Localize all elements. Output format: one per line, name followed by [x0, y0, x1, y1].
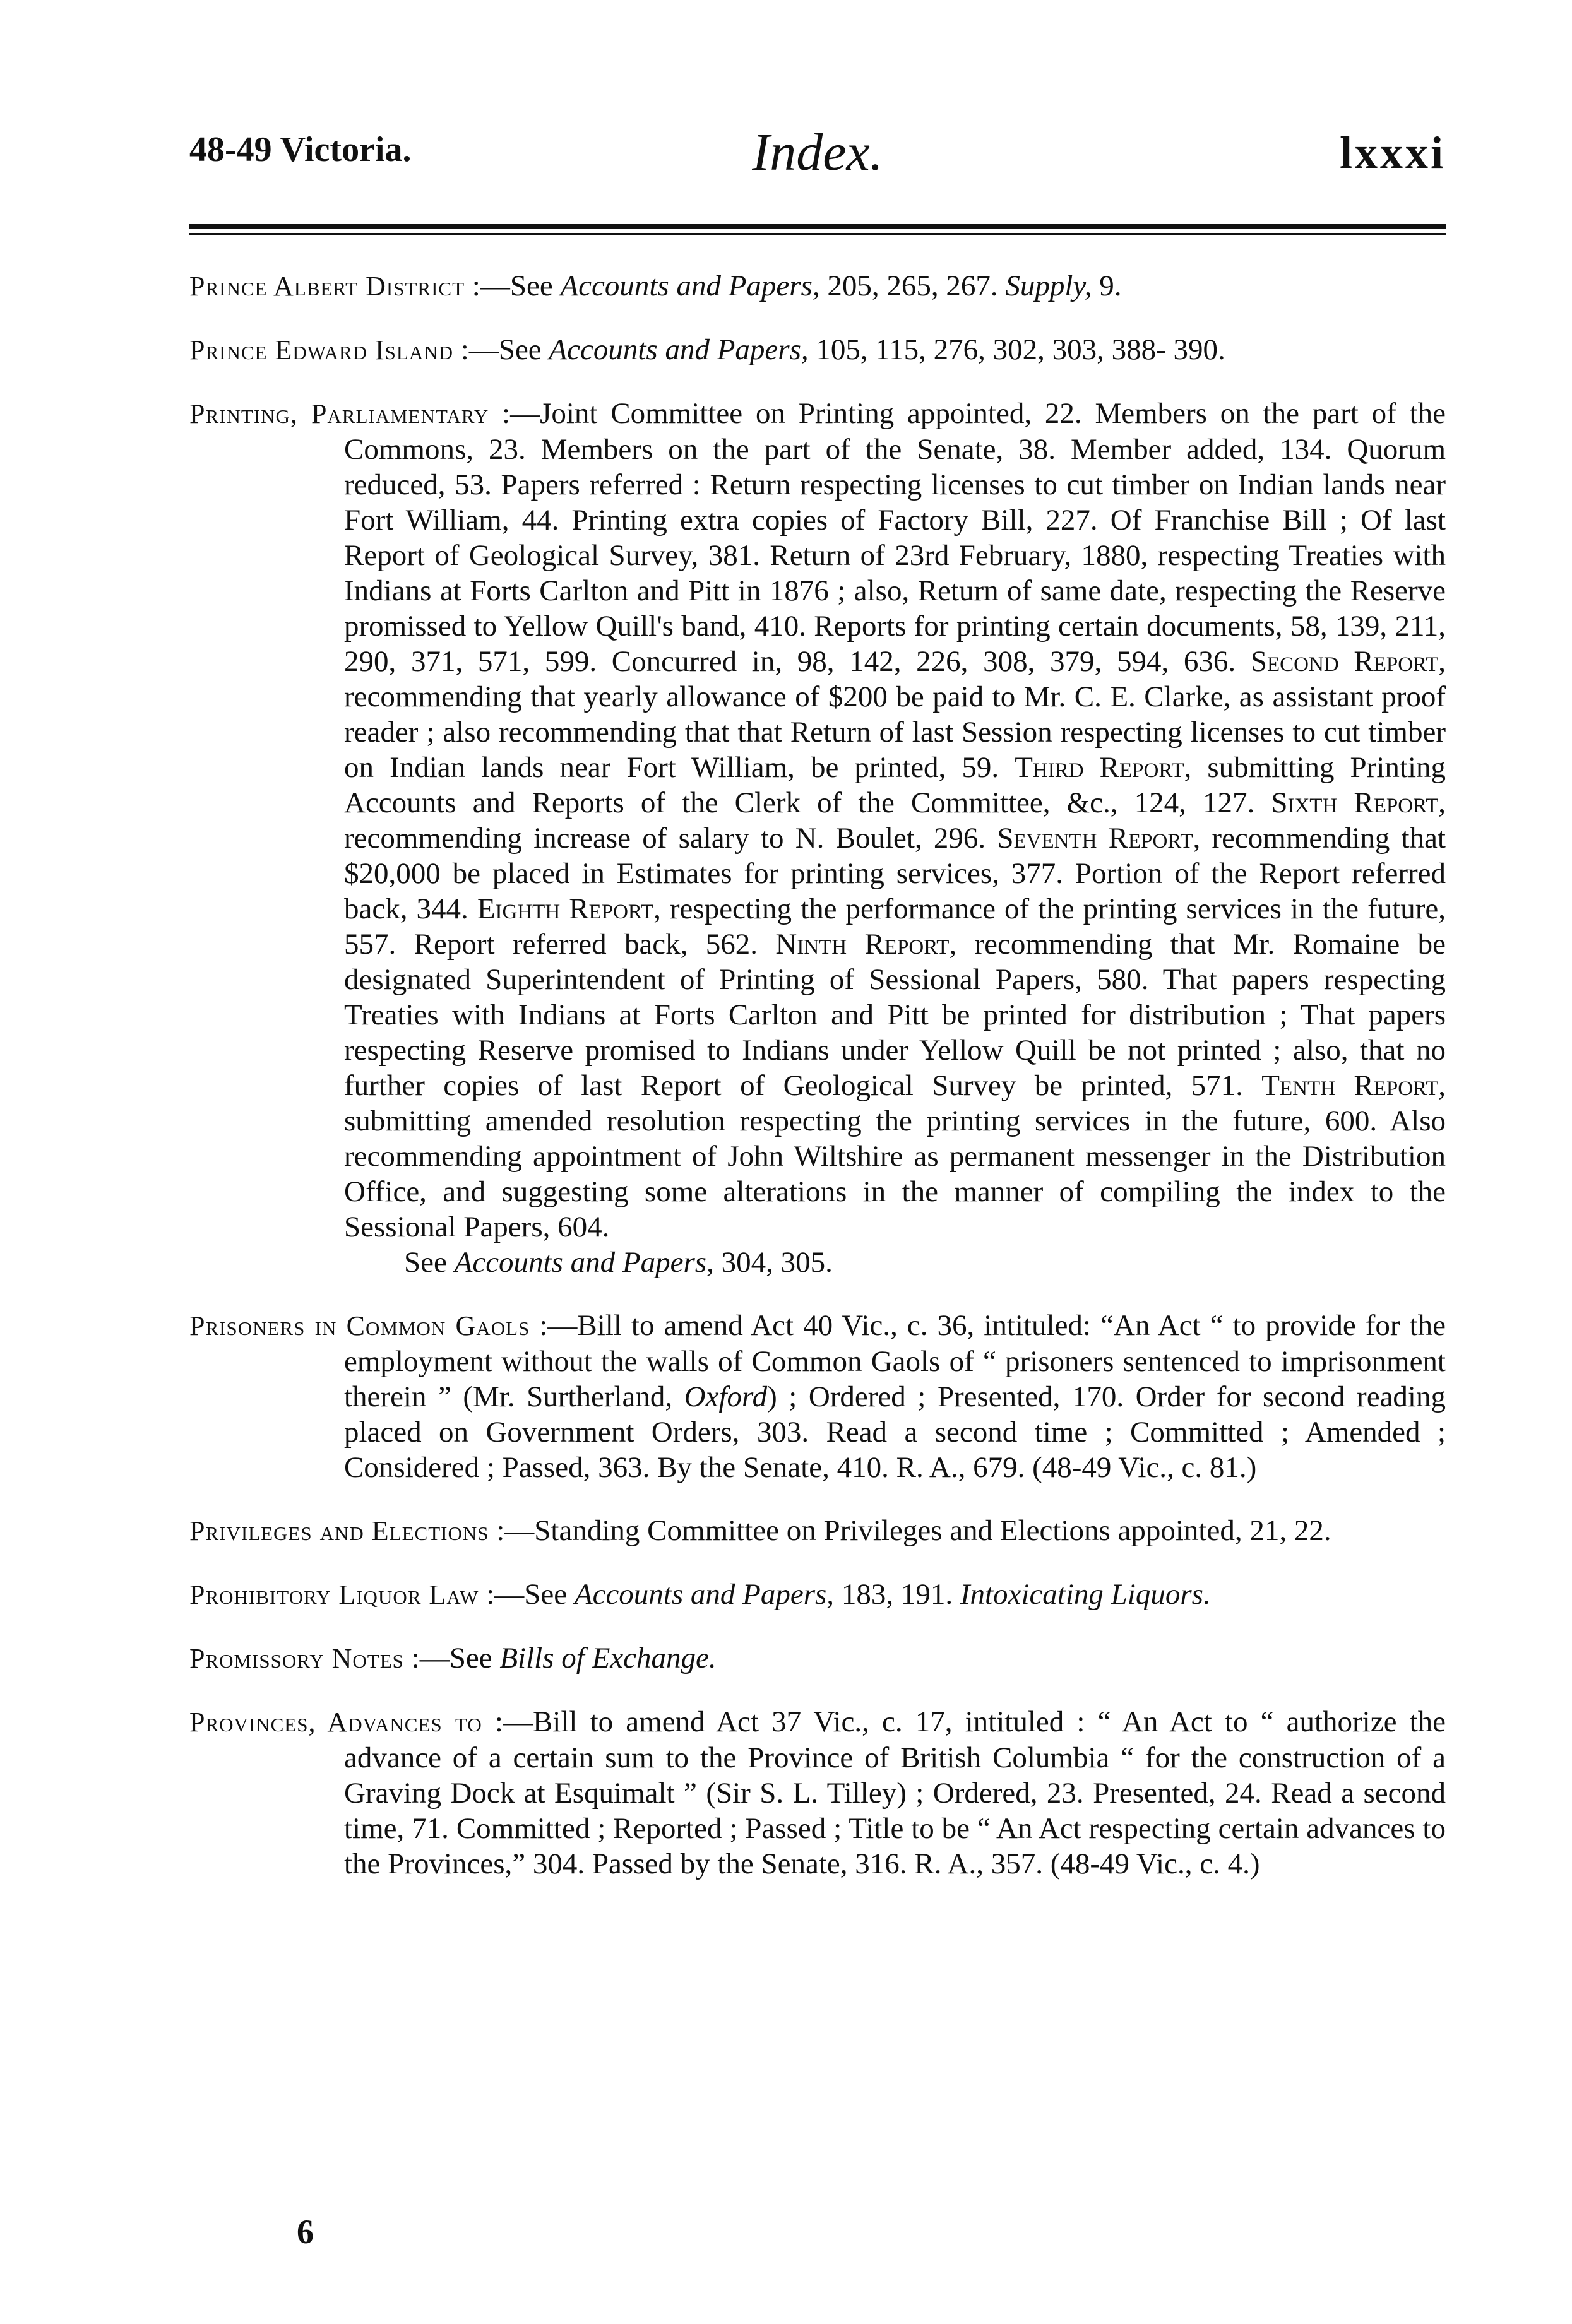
report-label: Tenth Report, — [1261, 1069, 1446, 1102]
entry-heading: Prisoners in Common Gaols — [189, 1310, 530, 1341]
entry-text: recommending that $20,000 be placed in Estimates for printing services, 377. Portion of the Report referred back, 344. — [344, 822, 1446, 925]
entry-heading: Prince Albert District — [189, 271, 465, 302]
report-label: Sixth Report, — [1271, 786, 1446, 819]
signature-mark: 6 — [297, 2213, 314, 2251]
header-session: 48-49 Victoria. — [189, 130, 412, 169]
entry-text: ) ; Ordered ; Presented, 170. Order for second reading placed on Government Orders, 303. Read a second time ; Committed ; Amended ; Considered ; Passed, 363. By the Senate, 410. R. A., 679. (48-49 Vic., c. 81.) — [344, 1380, 1446, 1484]
entry-text: :—Bill to amend Act 40 Vic., c. 36, intituled: “An Act “ to provide for the employment without the walls of Common Gaols of “ prisoners sentenced to imprisonment therein ” (Mr. Surtherland, — [344, 1309, 1446, 1413]
entry-text: recommending that yearly allowance of $200 be paid to Mr. C. E. Clarke, as assistant proof reader ; also recommending that that Return of last Session respecting licenses to cut timber on Indian lands near Fort William, be printed, 59. — [344, 680, 1446, 784]
entry-text: :—Bill to amend Act 37 Vic., c. 17, intituled : “ An Act to “ authorize the advance of a certain sum to the Province of British Columbia “ for the construction of a Graving Dock at Esquimalt ” (Sir S. L. Tilley) ; Ordered, 23. Presented, 24. Read a second time, 71. Committed ; Reported ; Passed ; Title to be “ An Act respecting certain advances to the Provinces,” 304. Passed by the Senate, 316. R. A., 357. (48-49 Vic., c. 4.) — [344, 1705, 1446, 1880]
entry-reference: Oxford — [684, 1380, 768, 1413]
header-rule-thick — [189, 224, 1446, 229]
entry-provinces-advances-to — [189, 1704, 1446, 1882]
report-label: Third Report, — [1015, 751, 1192, 784]
header-rule-thin — [189, 233, 1446, 235]
entry-text: 105, 115, 276, 302, 303, 388- 390. — [808, 333, 1225, 366]
entry-text: :—Standing Committee on Privileges and Elections appointed, 21, 22. — [489, 1514, 1331, 1547]
entry-text: :—See — [403, 1642, 500, 1675]
entry-text: :—See — [453, 333, 549, 366]
entry-text: 183, 191. — [834, 1578, 960, 1611]
entry-reference: Accounts and Papers, — [560, 270, 820, 302]
entry-prince-edward-island — [189, 332, 1446, 368]
entry-heading: Privileges and Elections — [189, 1515, 489, 1546]
header-title: Index. — [752, 123, 883, 182]
page-header — [189, 123, 1446, 199]
report-label: Second Report, — [1250, 645, 1446, 678]
entry-reference: Bills of Exchange. — [499, 1642, 717, 1675]
report-label: Eighth Report, — [477, 892, 661, 925]
entry-text: respecting the performance of the printing services in the future, 557. Report referred back, 562. — [344, 892, 1446, 961]
entry-prince-albert — [189, 268, 1446, 304]
entry-promissory-notes — [189, 1640, 1446, 1676]
entry-printing-parliamentary — [189, 396, 1446, 1280]
index-entries — [189, 268, 1446, 1909]
entry-text: See — [404, 1246, 455, 1279]
entry-text: 205, 265, 267. — [819, 270, 1006, 302]
entry-heading: Provinces, Advances to — [189, 1707, 482, 1738]
entry-text: recommending increase of salary to N. Boulet, 296. — [344, 822, 997, 855]
entry-reference: Intoxicating Liquors. — [960, 1578, 1211, 1611]
entry-prohibitory-liquor-law — [189, 1577, 1446, 1613]
entry-heading: Prince Edward Island — [189, 335, 453, 365]
entry-text: submitting Printing Accounts and Reports of the Clerk of the Committee, &c., 124, 127. — [344, 751, 1446, 819]
report-label: Seventh Report, — [997, 822, 1201, 855]
see-also-line — [404, 1246, 833, 1279]
entry-privileges-and-elections — [189, 1513, 1446, 1549]
entry-heading: Printing, Parliamentary — [189, 398, 489, 429]
report-label: Ninth Report, — [775, 928, 957, 961]
entry-text: 9. — [1092, 270, 1122, 302]
entry-reference: Supply, — [1005, 270, 1092, 302]
entry-reference: Accounts and Papers, — [454, 1246, 714, 1279]
entry-text: submitting amended resolution respecting the printing services in the future, 600. Also recommending appointment of John Wiltshire as permanent messenger in the Distribution Office, and suggesting some alterations in the manner of compiling the index to the Sessional Papers, 604. — [344, 1105, 1446, 1243]
entry-text: :—See — [465, 270, 561, 302]
entry-text: :—Joint Committee on Printing appointed, 22. Members on the part of the Commons, 23. Members on the part of the Senate, 38. Member added, 134. Quorum reduced, 53. Papers referred : Return respecting licenses to cut timber on Indian lands near Fort William, 44. Printing extra copies of Factory Bill, 227. Of Franchise Bill ; Of last Report of Geological Survey, 381. Return of 23rd February, 1880, respecting Treaties with Indians at Forts Carlton and Pitt in 1876 ; also, Return of same date, respecting the Reserve promissed to Yellow Quill's band, 410. Reports for printing certain documents, 58, 139, 211, 290, 371, 571, 599. Concurred in, 98, 142, 226, 308, 379, 594, 636. — [344, 397, 1446, 678]
entry-reference: Accounts and Papers, — [574, 1578, 835, 1611]
entry-text: :—See — [479, 1578, 575, 1611]
entry-heading: Prohibitory Liquor Law — [189, 1579, 479, 1610]
entry-text: recommending that Mr. Romaine be designated Superintendent of Printing of Sessional Papers, 580. That papers respecting Treaties with Indians at Forts Carlton and Pitt be printed for distribution ; That papers respecting Reserve promised to Indians under Yellow Quill be not printed ; also, that no further copies of last Report of Geological Survey be printed, 571. — [344, 928, 1446, 1102]
entry-prisoners-in-common-gaols — [189, 1308, 1446, 1485]
entry-heading: Promissory Notes — [189, 1643, 404, 1674]
header-page-number: lxxxi — [1339, 127, 1446, 178]
entry-text: 304, 305. — [713, 1246, 833, 1279]
entry-reference: Accounts and Papers, — [549, 333, 809, 366]
